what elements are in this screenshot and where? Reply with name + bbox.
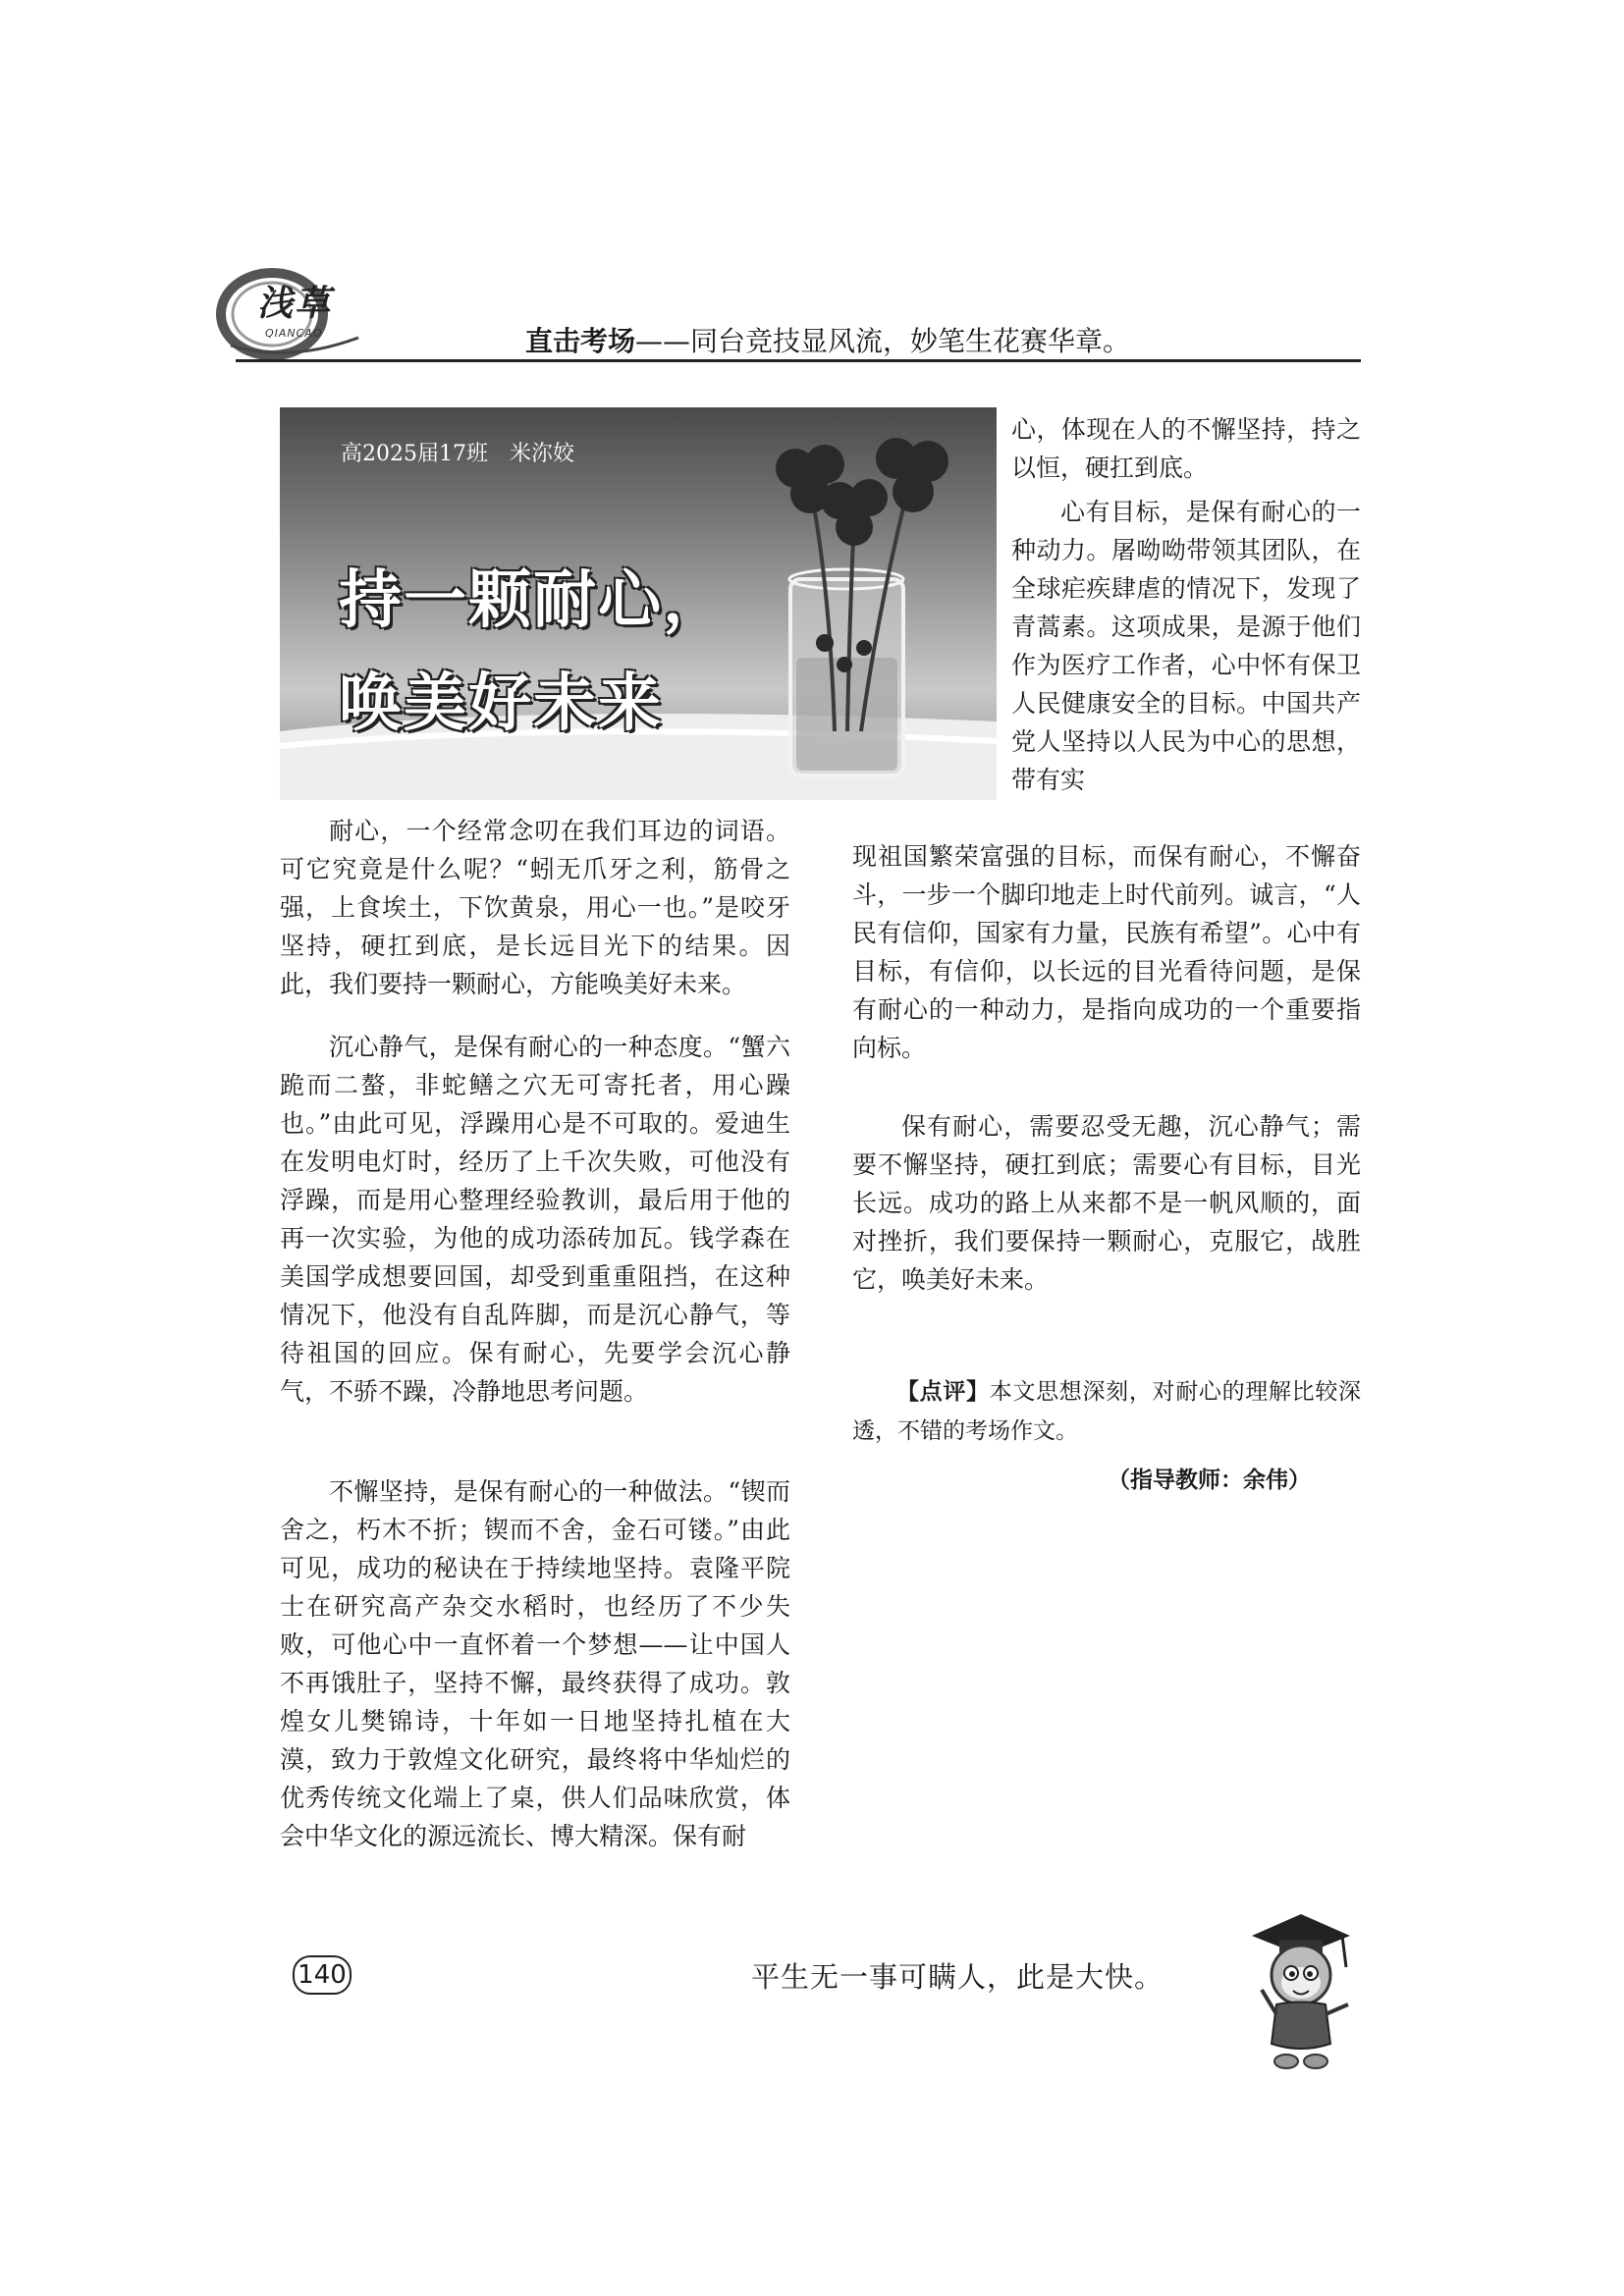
teacher-comment <box>852 1372 1361 1451</box>
paragraph-persistence: 不懈坚持，是保有耐心的一种做法。“锲而舍之，朽木不折；锲而不舍，金石可镂。”由此可见，成功的秘诀在于持续地坚持。袁隆平院士在研究高产杂交水稻时，也经历了不少失败，可他心中一直怀着一个梦想——让中国人不再饿肚子，坚持不懈，最终获得了成功。敦煌女儿樊锦诗，十年如一日地坚持扎植在大漠，致力于敦煌文化研究，最终将中华灿烂的优秀传统文化端上了桌，供人们品味欣赏，体会中华文化的源远流长、博大精深。保有耐 <box>280 1477 790 1850</box>
section-motto: ——同台竞技显风流，妙笔生花赛华章。 <box>635 325 1131 357</box>
title-banner <box>280 407 997 800</box>
footer-quote: 平生无一事可瞒人，此是大快。 <box>751 1960 1164 1994</box>
paragraph-goal-continued: 现祖国繁荣富强的目标，而保有耐心，不懈奋斗，一步一个脚印地走上时代前列。诚言，“人民有信仰，国家有力量，民族有希望”。心中有目标，有信仰，以长远的目光看待问题，是保有耐心的一种动力，是指向成功的一个重要指向标。 <box>852 842 1361 1062</box>
teacher-credit: （指导教师：余伟） <box>1108 1468 1311 1493</box>
header-rule <box>236 359 1361 362</box>
section-name: 直击考场 <box>525 325 636 357</box>
paragraph-persistence-continued: 心，体现在人的不懈坚持，持之以恒，硬扛到底。 <box>1011 415 1361 482</box>
paragraph-intro: 耐心，一个经常念叨在我们耳边的词语。可它究竟是什么呢？“蚓无爪牙之利，筋骨之强，上食埃土，下饮黄泉，用心一也。”是咬牙坚持，硬扛到底，是长远目光下的结果。因此，我们要持一颗耐心，方能唤美好未来。 <box>280 817 790 998</box>
header-title <box>525 320 1130 359</box>
article-title-line2: 唤美好未来 <box>339 667 663 740</box>
paragraph-goal: 心有目标，是保有耐心的一种动力。屠呦呦带领其团队，在全球疟疾肆虐的情况下，发现了青蒿素。这项成果，是源于他们作为医疗工作者，心中怀有保卫人民健康安全的目标。中国共产党人坚持以人民为中心的思想，带有实 <box>1011 498 1361 794</box>
paragraph-conclusion: 保有耐心，需要忍受无趣，沉心静气；需要不懈坚持，硬扛到底；需要心有目标，目光长远。成功的路上从来都不是一帆风顺的，面对挫折，我们要保持一颗耐心，克服它，战胜它，唤美好未来。 <box>852 1112 1361 1294</box>
page-number: 140 <box>293 1955 352 1995</box>
article-title-line1: 持一颗耐心， <box>339 563 728 637</box>
logo-subtitle: QIANCAO <box>265 327 323 340</box>
graduate-monkey-mascot-icon <box>1232 1906 1360 2073</box>
comment-label: 【点评】 <box>896 1379 990 1405</box>
paragraph-calm: 沉心静气，是保有耐心的一种态度。“蟹六跪而二螯，非蛇鳝之穴无可寄托者，用心躁也。”由此可见，浮躁用心是不可取的。爱迪生在发明电灯时，经历了上千次失败，可他没有浮躁，而是用心整理经验教训，最后用于他的再一次实验，为他的成功添砖加瓦。钱学森在美国学成想要回国，却受到重重阻挡，在这种情况下，他没有自乱阵脚，而是沉心静气，等待祖国的回应。保有耐心，先要学会沉心静气，不骄不躁，冷静地思考问题。 <box>280 1033 790 1406</box>
logo-text: 浅草 <box>257 284 333 324</box>
comment-text: 本文思想深刻，对耐心的理解比较深透，不错的考场作文。 <box>852 1379 1362 1444</box>
article-author: 高2025届17班 米沵姣 <box>341 442 574 466</box>
